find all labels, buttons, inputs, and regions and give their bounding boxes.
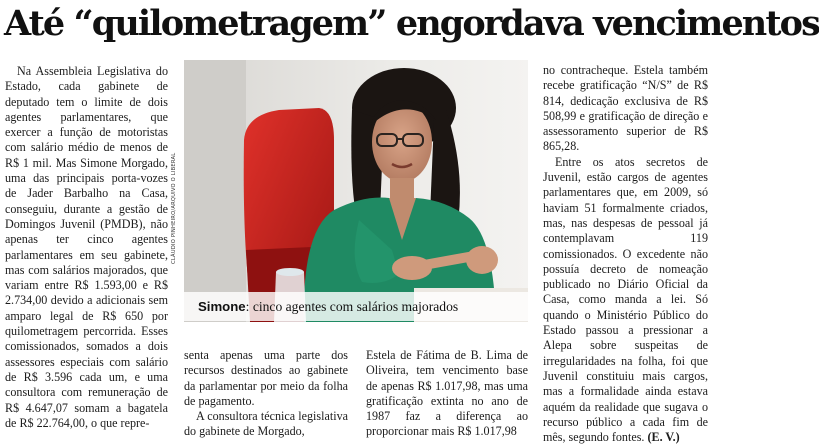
- article-column-1: [5, 64, 168, 438]
- author-signature: (E. V.): [647, 430, 680, 445]
- photo-caption: [184, 292, 528, 321]
- photo-image: [184, 60, 528, 322]
- paragraph-text: Entre os atos secretos de Juvenil, estão cargos de agentes parlamentares que, em 2009, só haviam 51 formalmente criados, mas, nas despesas de pessoal já contemplavam 119 comissionados. O excedente não possuía decreto de nomeação publicado no Diário Oficial da Casa, como manda a lei. Só quando o Ministério Público do Estado passou a pressionar a Alepa sobre suspeitas de irregularidades na folha, foi que Juvenil constituiu mais cargos, mas a formalidade ainda estava aquém da realidade que sugava o recurso público a cada fim de mês, segundo fontes.: [543, 154, 708, 445]
- caption-name: Simone: [198, 299, 246, 314]
- paragraph: senta apenas uma parte dos recursos destinados ao gabinete da parlamentar por meio da folha de pagamento.: [184, 348, 348, 408]
- article-column-3: [366, 348, 528, 438]
- paragraph: [543, 155, 708, 445]
- article-photo: [184, 60, 528, 322]
- paragraph: Na Assembleia Legislativa do Estado, cada gabinete de deputado tem o limite de dois agentes parlamentares, que exercer a função de motoristas com salário médio de menos de R$ 1 mil. Mas Simone Morgado, uma das principais porta-vozes de Jader Barbalho na Casa, conseguiu, durante a gestão de Domingos Juvenil (PMDB), não apenas ter cinco agentes parlamentares em seu gabinete, mas com salários majorados, que variam entre R$ 1.593,00 e R$ 2.734,00 devido a adicionais sem amparo legal de R$ 650 por quilometragem percorrida. Esses comissionados, somados a dois assessores especiais com salário de R$ 3.596 cada um, e uma consultora com remuneração de R$ 4.647,07 somam a bagatela de R$ 22.764,00, o que repre-: [5, 64, 168, 430]
- caption-text: : cinco agentes com salários majorados: [245, 299, 459, 314]
- paragraph: Estela de Fátima de B. Lima de Oliveira, tem vencimento base de apenas R$ 1.017,98, mas uma gratificação extinta no ano de 1987 faz a diferença ao proporcionar mais R$ 1.017,98: [366, 348, 528, 439]
- headline: Até “quilometragem” engordava vencimentos: [4, 3, 819, 44]
- paragraph: A consultora técnica legislativa do gabinete de Morgado,: [184, 409, 348, 439]
- photo-credit: CLÁUDIO PINHEIRO/ARQUIVO O LIBERAL: [171, 152, 177, 264]
- paragraph: no contracheque. Estela também recebe gratificação “N/S” de R$ 814, dedicação exclusiva de R$ 508,99 e gratificação de direção e assessoramento superior de R$ 865,28.: [543, 63, 708, 154]
- article-column-4: [543, 63, 708, 445]
- article-column-2: [184, 348, 348, 438]
